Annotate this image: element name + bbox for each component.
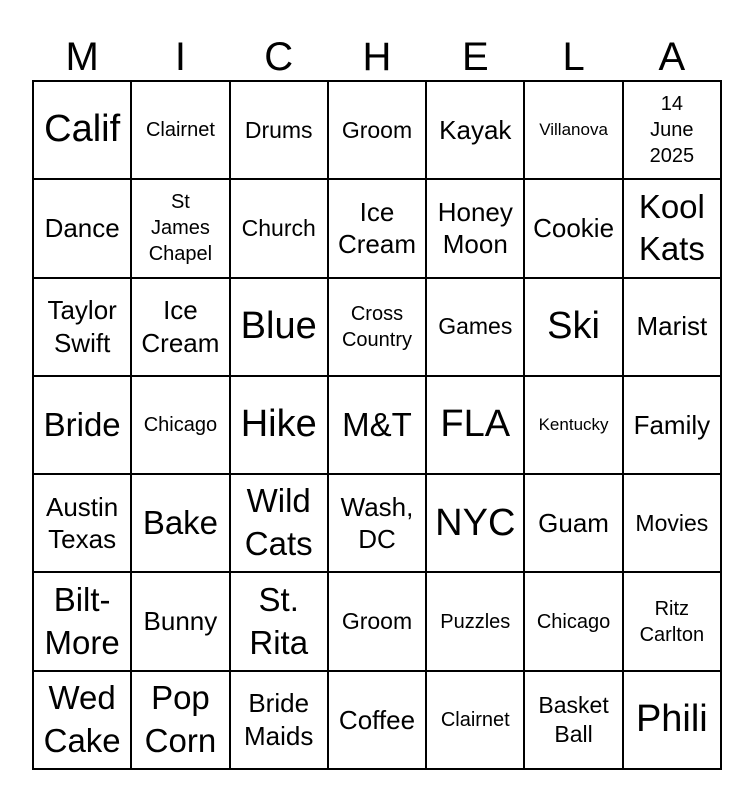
bingo-cell[interactable]: [34, 377, 132, 475]
cell-text: Chicago: [143, 413, 218, 436]
bingo-cell[interactable]: [427, 573, 525, 671]
cell-text: Family: [633, 409, 711, 440]
bingo-cell[interactable]: [231, 279, 329, 377]
cell-text: Bride Maids: [244, 688, 314, 751]
cell-text: Bake: [142, 503, 219, 541]
bingo-cell[interactable]: [231, 377, 329, 475]
cell-text: Dance: [44, 213, 120, 244]
header-letter-e: E: [461, 35, 489, 79]
cell-text: Church: [241, 215, 316, 242]
cell-text: M&T: [342, 405, 412, 443]
header-letter-m: M: [65, 35, 99, 79]
cell-text: FLA: [440, 403, 511, 446]
cell-text: Taylor Swift: [47, 295, 117, 358]
bingo-cell[interactable]: [231, 672, 329, 770]
bingo-cell[interactable]: [329, 180, 427, 278]
bingo-cell[interactable]: [329, 279, 427, 377]
bingo-cell[interactable]: [624, 180, 722, 278]
cell-text: Groom: [341, 116, 413, 143]
cell-text: Puzzles: [440, 610, 511, 633]
cell-text: Wed Cake: [43, 678, 121, 759]
bingo-cell[interactable]: [329, 377, 427, 475]
cell-text: Guam: [538, 508, 609, 539]
bingo-cell[interactable]: [624, 672, 722, 770]
cell-text: Pop Corn: [144, 678, 217, 759]
bingo-cell[interactable]: [34, 475, 132, 573]
bingo-cell[interactable]: [427, 180, 525, 278]
bingo-cell[interactable]: [329, 475, 427, 573]
bingo-cell[interactable]: [525, 475, 623, 573]
cell-text: Ski: [547, 305, 600, 347]
bingo-cell[interactable]: [525, 279, 623, 377]
cell-text: St. Rita: [249, 580, 309, 661]
bingo-cell[interactable]: [427, 82, 525, 180]
header-letter-c: C: [264, 35, 294, 79]
cell-text: Basket Ball: [538, 692, 609, 747]
bingo-cell[interactable]: [231, 475, 329, 573]
bingo-cell[interactable]: [525, 82, 623, 180]
bingo-cell[interactable]: [34, 279, 132, 377]
cell-text: Marist: [636, 311, 708, 342]
bingo-cell[interactable]: [132, 573, 230, 671]
cell-text: Cross Country: [341, 302, 412, 351]
cell-text: Kentucky: [538, 414, 609, 434]
header-letter-a: A: [658, 35, 686, 79]
cell-text: Kayak: [439, 114, 512, 145]
bingo-cell[interactable]: [329, 573, 427, 671]
cell-text: Ice Cream: [141, 295, 220, 358]
header-letter-l: L: [562, 35, 585, 79]
cell-text: St James Chapel: [148, 191, 213, 266]
cell-text: Groom: [341, 608, 413, 635]
cell-text: NYC: [435, 501, 516, 544]
header-letter-i: I: [174, 35, 186, 79]
cell-text: Villanova: [539, 119, 608, 139]
cell-text: Coffee: [338, 704, 416, 735]
bingo-cell[interactable]: [34, 573, 132, 671]
cell-text: Hike: [240, 403, 317, 446]
bingo-cell[interactable]: [34, 672, 132, 770]
cell-text: Wash, DC: [340, 491, 414, 555]
bingo-cell[interactable]: [624, 377, 722, 475]
cell-text: Ice Cream: [337, 196, 416, 260]
cell-text: Bunny: [143, 606, 218, 637]
cell-text: Kool Kats: [638, 187, 705, 268]
bingo-cell[interactable]: [132, 279, 230, 377]
cell-text: Clairnet: [440, 708, 510, 731]
bingo-cell[interactable]: [132, 672, 230, 770]
cell-text: Clairnet: [145, 119, 215, 142]
bingo-cell[interactable]: [427, 279, 525, 377]
bingo-cell[interactable]: [427, 377, 525, 475]
bingo-cell[interactable]: [132, 82, 230, 180]
cell-text: Cookie: [533, 213, 615, 244]
cell-text: Movies: [635, 509, 709, 536]
bingo-cell[interactable]: [525, 573, 623, 671]
bingo-board: [32, 80, 722, 770]
bingo-cell[interactable]: [525, 180, 623, 278]
bingo-cell[interactable]: [624, 573, 722, 671]
cell-text: Calif: [44, 108, 121, 151]
cell-text: Austin Texas: [46, 491, 119, 555]
bingo-cell[interactable]: [132, 377, 230, 475]
bingo-header: [33, 34, 721, 80]
bingo-cell[interactable]: [132, 180, 230, 278]
bingo-cell[interactable]: [132, 475, 230, 573]
bingo-cell[interactable]: [427, 672, 525, 770]
cell-text: Phili: [635, 698, 708, 741]
cell-text: Drums: [244, 116, 313, 143]
bingo-cell[interactable]: [329, 82, 427, 180]
bingo-cell[interactable]: [525, 672, 623, 770]
bingo-cell[interactable]: [231, 82, 329, 180]
bingo-cell[interactable]: [329, 672, 427, 770]
bingo-cell[interactable]: [624, 279, 722, 377]
cell-text: Honey Moon: [437, 196, 513, 260]
bingo-cell[interactable]: [34, 180, 132, 278]
bingo-cell[interactable]: [624, 475, 722, 573]
bingo-cell[interactable]: [624, 82, 722, 180]
bingo-cell[interactable]: [231, 180, 329, 278]
cell-text: Blue: [240, 305, 317, 347]
cell-text: Chicago: [536, 610, 611, 633]
bingo-cell[interactable]: [525, 377, 623, 475]
cell-text: Bride: [43, 405, 121, 443]
bingo-cell[interactable]: [231, 573, 329, 671]
cell-text: 14 June 2025: [649, 93, 695, 168]
cell-text: Games: [438, 313, 513, 340]
bingo-cell[interactable]: [34, 82, 132, 180]
cell-text: Ritz Carlton: [639, 597, 705, 646]
bingo-cell[interactable]: [427, 475, 525, 573]
cell-text: Bilt- More: [44, 580, 120, 661]
header-letter-h: H: [362, 35, 392, 79]
cell-text: Wild Cats: [244, 482, 313, 563]
